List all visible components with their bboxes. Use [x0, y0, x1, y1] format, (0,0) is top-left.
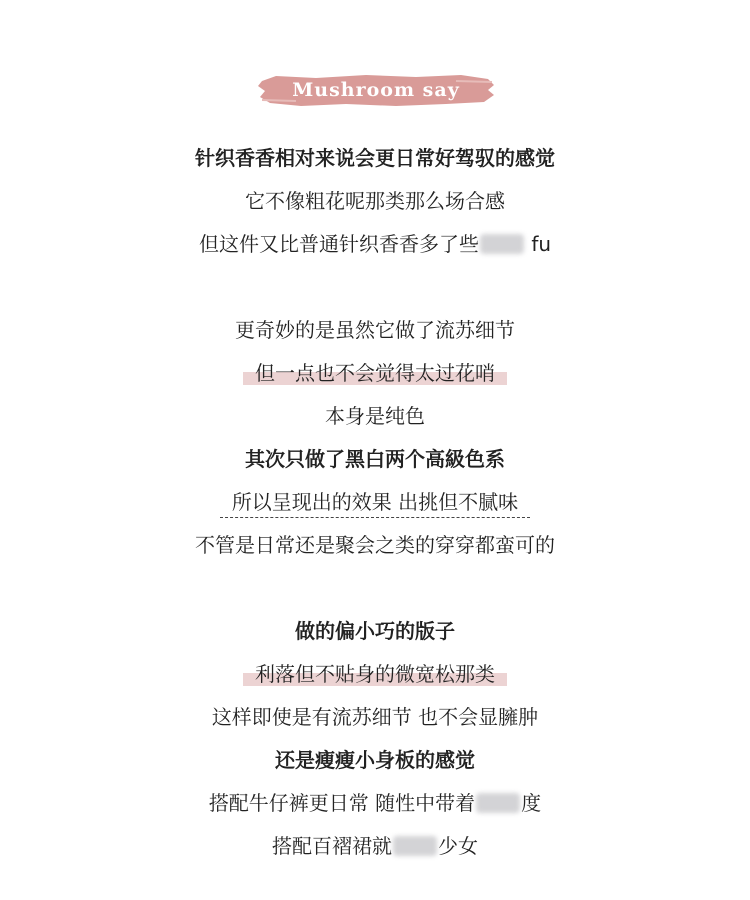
line-text: 不管是日常还是聚会之类的穿穿都蛮可的 — [195, 533, 555, 557]
section-badge — [256, 73, 496, 107]
line-text: 搭配牛仔裤更日常 随性中带着 — [208, 791, 476, 815]
text-line-12 — [0, 703, 750, 731]
line-text: 它不像粗花呢那类那么场合感 — [245, 189, 505, 213]
censored-blur — [480, 234, 524, 254]
censored-blur — [393, 836, 437, 856]
censored-blur — [476, 793, 520, 813]
text-line-13 — [0, 746, 750, 774]
dashed-underlined-text: 所以呈现出的效果 出挑但不腻味 — [220, 490, 530, 518]
text-line-9 — [0, 531, 750, 559]
line-text: fu — [531, 232, 552, 256]
text-line-7 — [0, 445, 750, 473]
line-text: 更奇妙的是虽然它做了流苏细节 — [235, 318, 515, 342]
line-text: 还是瘦瘦小身板的感觉 — [275, 748, 475, 772]
text-line-8 — [0, 488, 750, 516]
text-line-11 — [0, 660, 750, 688]
text-line-14 — [0, 789, 750, 817]
line-text: 这样即使是有流苏细节 也不会显臃肿 — [211, 705, 539, 729]
line-text: 度 — [521, 791, 542, 815]
line-text: 针织香香相对来说会更日常好驾驭的感觉 — [195, 146, 555, 170]
line-text: 做的偏小巧的版子 — [295, 619, 455, 643]
highlighted-text: 利落但不贴身的微宽松那类 — [243, 662, 507, 686]
text-line-2 — [0, 187, 750, 215]
text-line-10 — [0, 617, 750, 645]
text-line-5 — [0, 359, 750, 387]
line-text: 少女 — [438, 834, 478, 858]
text-line-4 — [0, 316, 750, 344]
line-text: 搭配百褶裙就 — [272, 834, 392, 858]
line-text: 但这件又比普通针织香香多了些 — [198, 232, 479, 256]
text-line-3 — [0, 230, 750, 258]
line-text: 本身是纯色 — [325, 404, 425, 428]
text-line-15 — [0, 832, 750, 860]
badge-title: Mushroom say — [292, 79, 460, 101]
highlighted-text: 但一点也不会觉得太过花哨 — [243, 361, 507, 385]
text-line-1 — [0, 144, 750, 172]
text-line-6 — [0, 402, 750, 430]
line-text: 其次只做了黑白两个高級色系 — [245, 447, 505, 471]
